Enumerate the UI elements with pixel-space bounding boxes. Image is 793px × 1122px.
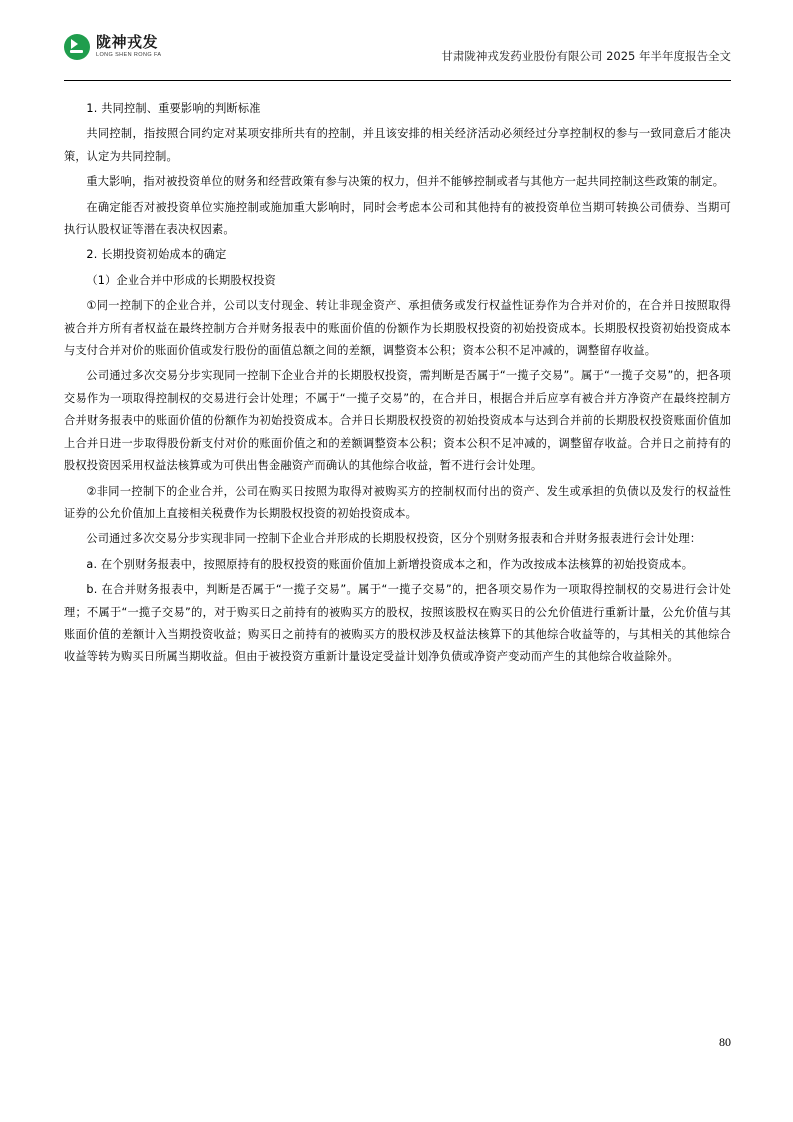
logo-chinese-name: 陇神戎发 [96, 33, 159, 52]
logo-text-block [96, 35, 161, 59]
paragraph: a. 在个别财务报表中，按照原持有的股权投资的账面价值加上新增投资成本之和，作为改按成本法核算的初始投资成本。 [86, 557, 694, 571]
paragraph: 公司通过多次交易分步实现非同一控制下企业合并形成的长期股权投资，区分个别财务报表和合并财务报表进行会计处理： [86, 532, 702, 546]
paragraph: 重大影响，指对被投资单位的财务和经营政策有参与决策的权力，但并不能够控制或者与其他方一起共同控制这些政策的制定。 [86, 175, 725, 189]
page-number: 80 [719, 1035, 731, 1049]
logo-english-name: LONG SHEN RONG FA [96, 52, 162, 59]
document-body [64, 98, 731, 672]
paragraph: b. 在合并财务报表中，判断是否属于“一揽子交易”。属于“一揽子交易”的，把各项交易作为一项取得控制权的交易进行会计处理；不属于“一揽子交易”的，对于购买日之前持有的被购买方的股权，按照该股权在购买日的公允价值进行重新计量，公允价值与其账面价值的差额计入当期投资收益；购买日之前持有的被购买方的股权涉及权益法核算下的其他综合收益等的，与其相关的其他综合收益等转为购买日所属当期收益。但由于被投资方重新计量设定受益计划净负债或净资产变动而产生的其他综合收益除外。 [64, 583, 731, 664]
paragraph: （1）企业合并中形成的长期股权投资 [86, 273, 276, 287]
paragraph: 2. 长期投资初始成本的确定 [86, 248, 227, 262]
paragraph: 在确定能否对被投资单位实施控制或施加重大影响时，同时会考虑本公司和其他持有的被投资单位当期可转换公司债券、当期可执行认股权证等潜在表决权因素。 [64, 200, 731, 237]
header-divider [64, 80, 731, 81]
leaf-logo-icon [64, 34, 90, 60]
paragraph: 1. 共同控制、重要影响的判断标准 [86, 102, 261, 115]
report-title: 甘肃陇神戎发药业股份有限公司 2025 年半年度报告全文 [441, 49, 731, 63]
company-logo [64, 34, 161, 60]
paragraph: ②非同一控制下的企业合并，公司在购买日按照为取得对被购买方的控制权而付出的资产、发生或承担的负债以及发行的权益性证券的公允价值加上直接相关税费作为长期股权投资的初始投资成本。 [64, 484, 731, 520]
page-header [64, 34, 731, 78]
paragraph: ①同一控制下的企业合并，公司以支付现金、转让非现金资产、承担债务或发行权益性证券作为合并对价的，在合并日按照取得被合并方所有者权益在最终控制方合并财务报表中的账面价值的份额作为长期股权投资的初始投资成本。长期股权投资初始投资成本与支付合并对价的账面价值或发行股份的面值总额之间的差额，调整资本公积；资本公积不足冲减的，调整留存收益。 [64, 299, 731, 358]
paragraph: 共同控制，指按照合同约定对某项安排所共有的控制，并且该安排的相关经济活动必须经过分享控制权的参与一致同意后才能决策，认定为共同控制。 [64, 127, 731, 163]
paragraph: 公司通过多次交易分步实现同一控制下企业合并的长期股权投资，需判断是否属于“一揽子交易”。属于“一揽子交易”的，把各项交易作为一项取得控制权的交易进行会计处理；不属于“一揽子交易”的，在合并日，根据合并后应享有被合并方净资产在最终控制方合并财务报表中的账面价值的份额作为初始投资成本。合并日长期股权投资的初始投资成本与达到合并前的长期股权投资账面价值加上合并日进一步取得股份新支付对价的账面价值之和的差额调整资本公积；资本公积不足冲减的，调整留存收益。合并日之前持有的股权投资因采用权益法核算或为可供出售金融资产而确认的其他综合收益，暂不进行会计处理。 [64, 369, 731, 473]
